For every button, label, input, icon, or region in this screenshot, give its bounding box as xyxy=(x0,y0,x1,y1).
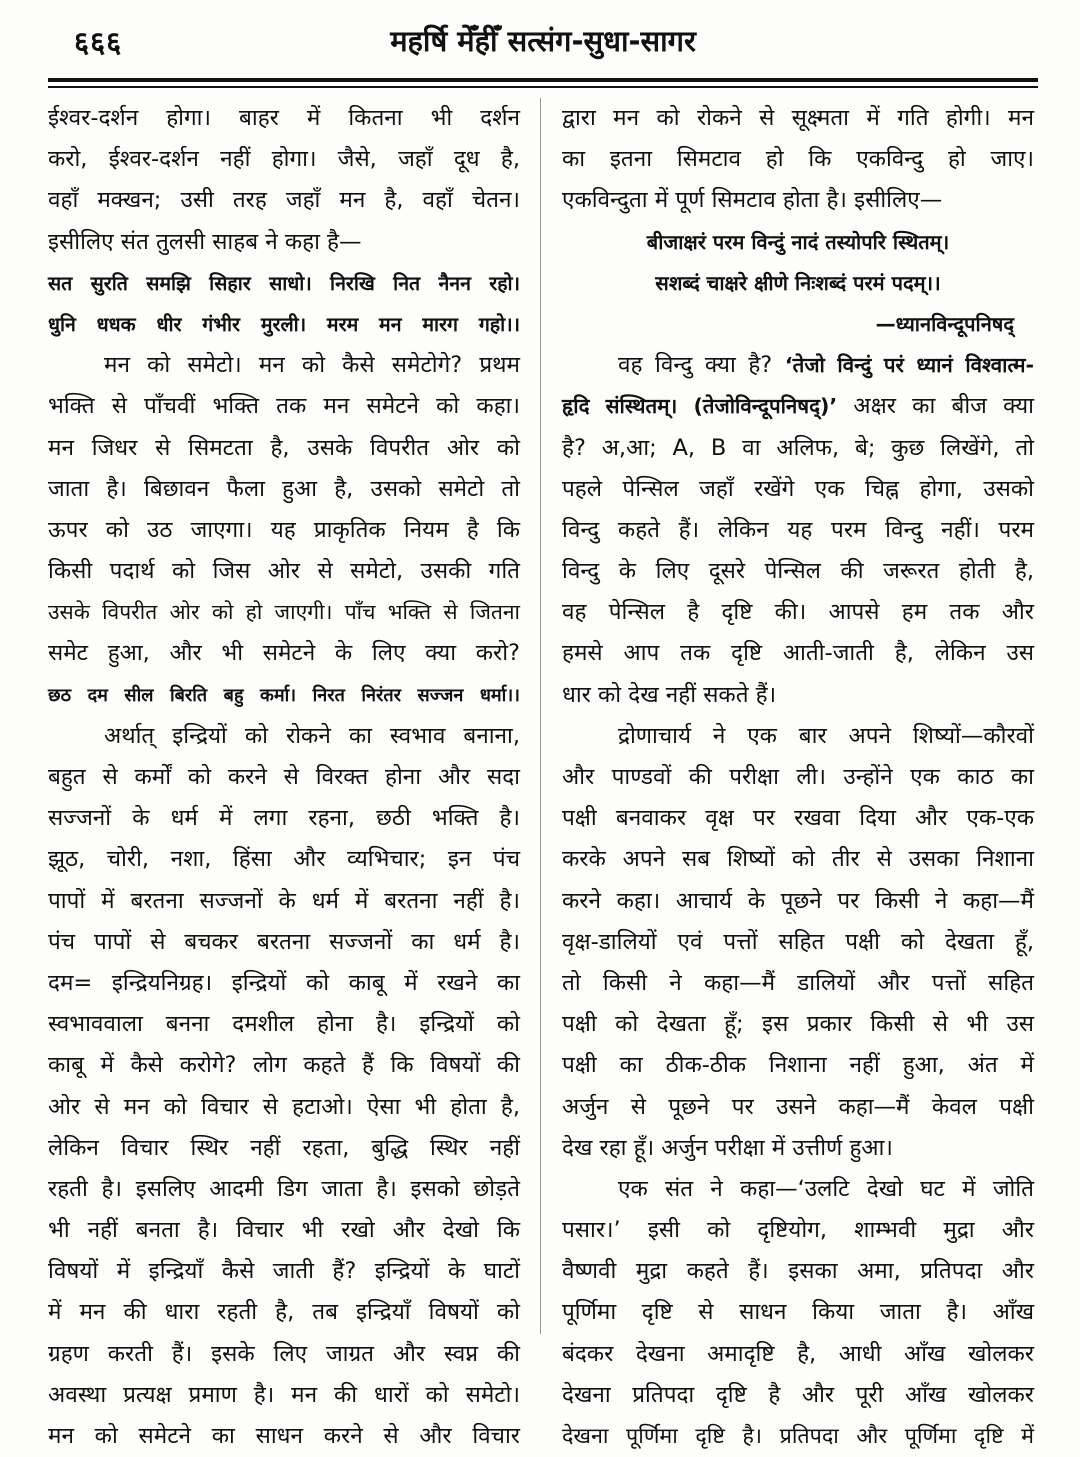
verse-line: सशब्दं चाक्षरे क्षीणे निःशब्दं परमं पदम्।। xyxy=(655,270,941,295)
text-line: विषयों में इन्द्रियाँ कैसे जाती हैं? इन्द्रियों के घाटों xyxy=(48,1258,520,1285)
text-line: किसी पदार्थ को जिस ओर से समेटो, उसकी गति xyxy=(48,558,520,585)
text-line: देखना पूर्णिमा दृष्टि है। प्रतिपदा और पूर्णिमा दृष्टि में xyxy=(562,1424,1034,1449)
text-line: पक्षी को देखता हूँ; इस प्रकार किसी से भी उस xyxy=(562,1011,1034,1038)
text-line: पक्षी का ठीक-ठीक निशाना नहीं हुआ, अंत में xyxy=(562,1052,1034,1079)
text-line xyxy=(562,345,1034,386)
verse-line: बीजाक्षरं परम विन्दुं नादं तस्योपरि स्थितम्। xyxy=(646,229,950,254)
text-fragment: अक्षर का बीज क्या xyxy=(853,393,1035,420)
text-line: ईश्वर-दर्शन होगा। बाहर में कितना भी दर्शन xyxy=(48,105,520,131)
left-column xyxy=(48,98,520,1449)
text-line: करो, ईश्वर-दर्शन नहीं होगा। जैसे, जहाँ दूध है, xyxy=(48,146,520,173)
header-rule-thick xyxy=(48,78,1038,82)
text-line: बंदकर देखना अमादृष्टि है, आधी आँख खोलकर xyxy=(562,1340,1034,1367)
text-line: पूर्णिमा दृष्टि से साधन किया जाता है। आँख xyxy=(562,1299,1034,1326)
text-line: वहाँ मक्खन; उसी तरह जहाँ मन है, वहाँ चेतन। xyxy=(48,187,520,214)
page-header xyxy=(48,18,1038,80)
text-line: काबू में कैसे करोगे? लोग कहते हैं कि विषयों की xyxy=(48,1052,520,1079)
text-line: समेट हुआ, और भी समेटने के लिए क्या करो? xyxy=(48,640,520,667)
text-line: एकविन्दुता में पूर्ण सिमटाव होता है। इसीलिए— xyxy=(562,187,943,214)
page-number: ६६६ xyxy=(74,25,123,59)
text-line: अर्जुन से पूछने पर उसने कहा—मैं केवल पक्षी xyxy=(562,1093,1034,1120)
text-line: पहले पेन्सिल जहाँ रखेंगे एक चिह्न होगा, उसको xyxy=(562,475,1034,502)
text-line: जाता है। बिछावन फैला हुआ है, उसको समेटो तो xyxy=(48,475,520,502)
text-line: मन को समेटो। मन को कैसे समेटोगे? प्रथम xyxy=(104,352,520,379)
text-line: तो किसी ने कहा—मैं डालियों और पत्तों सहित xyxy=(562,969,1034,996)
verse-line: छठ दम सील बिरति बहु कर्मा। निरत निरंतर सज्जन धर्मा।। xyxy=(48,684,520,706)
text-line: भी नहीं बनता है। विचार भी रखो और देखो कि xyxy=(48,1217,520,1244)
text-line: और पाण्डवों की परीक्षा ली। उन्होंने एक काठ का xyxy=(562,764,1034,790)
column-divider xyxy=(540,98,541,1334)
quote-fragment: हृदि संस्थितम्। (तेजोविन्दूपनिषद्)’ xyxy=(562,394,838,419)
text-line: वैष्णवी मुद्रा कहते हैं। इसका अमा, प्रतिपदा और xyxy=(562,1258,1034,1285)
text-fragment: वह विन्दु क्या है? xyxy=(618,352,773,379)
text-line: लेकिन विचार स्थिर नहीं रहता, बुद्धि स्थिर नहीं xyxy=(48,1134,520,1161)
verse-source: —ध्यानविन्दूपनिषद् xyxy=(875,311,1014,336)
text-line: अवस्था प्रत्यक्ष प्रमाण है। मन की धारों को समेटो। xyxy=(48,1381,520,1408)
verse-line: सत सुरति समझि सिहार साधो। निरखि नित नैनन रहो। xyxy=(48,271,520,295)
text-line: मन जिधर से सिमटता है, उसके विपरीत ओर को xyxy=(48,434,520,461)
text-line: बहुत से कर्मों को करने से विरक्त होना और सदा xyxy=(48,764,520,790)
header-rule-thin xyxy=(48,86,1038,88)
text-line: वह पेन्सिल है दृष्टि की। आपसे हम तक और xyxy=(562,599,1034,626)
text-line: विन्दु के लिए दूसरे पेन्सिल की जरूरत होती है, xyxy=(562,558,1034,585)
text-line: ऊपर को उठ जाएगा। यह प्राकृतिक नियम है कि xyxy=(48,516,520,543)
text-line: धार को देख नहीं सकते हैं। xyxy=(562,681,777,708)
text-line: का इतना सिमटाव हो कि एकविन्दु हो जाए। xyxy=(562,146,1034,173)
text-line: स्वभाववाला बनना दमशील होना है। इन्द्रियों को xyxy=(48,1011,520,1038)
text-line: वृक्ष-डालियों एवं पत्तों सहित पक्षी को देखता हूँ, xyxy=(562,928,1034,955)
text-line: पसार।’ इसी को दृष्टियोग, शाम्भवी मुद्रा और xyxy=(562,1217,1034,1244)
text-line: करके अपने सब शिष्यों को तीर से उसका निशाना xyxy=(562,846,1034,873)
right-column xyxy=(562,98,1035,1449)
verse-line: धुनि धधक धीर गंभीर मुरली। मरम मन मारग गहो।। xyxy=(48,312,520,336)
text-line: द्रोणाचार्य ने एक बार अपने शिष्यों—कौरवों xyxy=(618,722,1034,749)
text-line: ग्रहण करती हैं। इसके लिए जाग्रत और स्वप्न की xyxy=(48,1340,520,1367)
text-line: उसके विपरीत ओर को हो जाएगी। पाँच भक्ति से जितना xyxy=(48,600,520,625)
text-line: भक्ति से पाँचवीं भक्ति तक मन समेटने को कहा। xyxy=(48,393,520,420)
text-line: पापों में बरतना सज्जनों के धर्म में बरतना नहीं है। xyxy=(48,887,520,914)
text-line: इसीलिए संत तुलसी साहब ने कहा है— xyxy=(48,228,362,255)
running-title: महर्षि मेँहीँ सत्संग-सुधा-सागर xyxy=(390,24,696,58)
text-line: में मन की धारा रहती है, तब इन्द्रियाँ विषयों को xyxy=(48,1299,520,1326)
text-line: है? अ,आ; A, B वा अलिफ, बे; कुछ लिखेंगे, तो xyxy=(562,434,1034,461)
text-line: देखना प्रतिपदा दृष्टि है और पूरी आँख खोलकर xyxy=(562,1381,1034,1408)
text-line: देख रहा हूँ। अर्जुन परीक्षा में उत्तीर्ण हुआ। xyxy=(562,1134,893,1161)
text-line: झूठ, चोरी, नशा, हिंसा और व्यभिचार; इन पंच xyxy=(48,846,520,873)
text-line: रहती है। इसलिए आदमी डिग जाता है। इसको छोड़ते xyxy=(48,1175,520,1202)
text-line: ओर से मन को विचार से हटाओ। ऐसा भी होता है, xyxy=(48,1093,520,1120)
text-line: पक्षी बनवाकर वृक्ष पर रखवा दिया और एक-एक xyxy=(562,805,1034,832)
text-line: एक संत ने कहा—‘उलटि देखो घट में जोति xyxy=(618,1175,1034,1202)
text-line: मन को समेटने का साधन करने से और विचार xyxy=(48,1423,520,1449)
text-line xyxy=(562,386,1034,427)
text-line: करने कहा। आचार्य के पूछने पर किसी ने कहा—मैं xyxy=(562,887,1034,914)
text-line: द्वारा मन को रोकने से सूक्ष्मता में गति होगी। मन xyxy=(562,105,1034,131)
text-line: पंच पापों से बचकर बरतना सज्जनों का धर्म है। xyxy=(48,928,520,955)
text-line: विन्दु कहते हैं। लेकिन यह परम विन्दु नहीं। परम xyxy=(562,516,1034,543)
text-line: सज्जनों के धर्म में लगा रहना, छठी भक्ति है। xyxy=(48,805,520,832)
text-line: अर्थात् इन्द्रियों को रोकने का स्वभाव बनाना, xyxy=(104,722,520,749)
text-line: हमसे आप तक दृष्टि आती-जाती है, लेकिन उस xyxy=(562,640,1034,667)
text-line: दम= इन्द्रियनिग्रह। इन्द्रियों को काबू में रखने का xyxy=(48,969,520,996)
quote-fragment: ‘तेजो विन्दुं परं ध्यानं विश्वात्म- xyxy=(784,353,1034,378)
